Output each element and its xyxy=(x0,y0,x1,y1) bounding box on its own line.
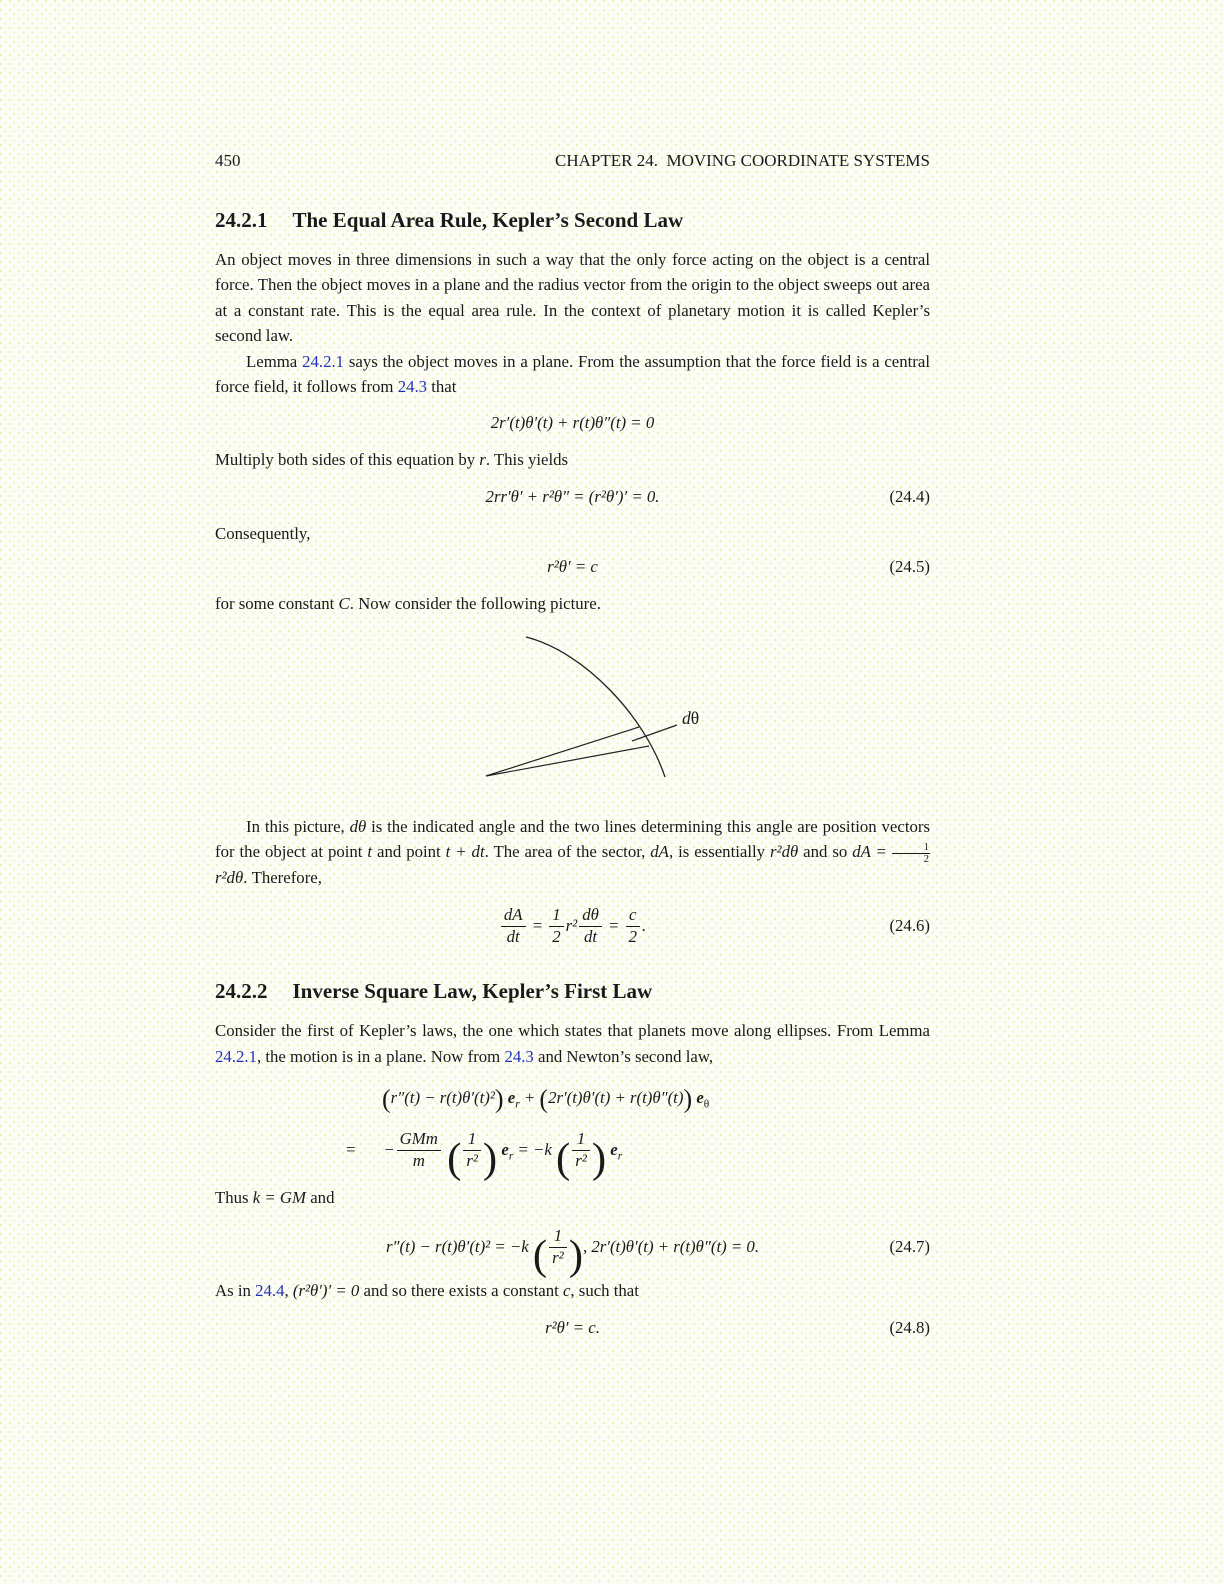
text-run: says the object moves in a plane. From the assumption that the force field is a central force field, it follows from xyxy=(215,351,930,397)
minus-sign: − xyxy=(383,1140,395,1160)
inline-math: t + dt xyxy=(445,842,485,862)
text-run: that xyxy=(427,377,457,397)
ref-link-24-2-1[interactable]: 24.2.1 xyxy=(215,1046,257,1066)
text-run: Multiply both sides of this equation by xyxy=(215,450,480,470)
equation-body xyxy=(385,1225,760,1280)
inline-math: (r²θ′)′ = 0 xyxy=(292,1281,360,1301)
section-title: The Equal Area Rule, Kepler’s Second Law xyxy=(292,208,684,232)
section-heading-24-2-1 xyxy=(215,207,930,234)
figure-canvas xyxy=(215,622,930,814)
equation-tag: (24.4) xyxy=(889,486,930,506)
equals-sign: = xyxy=(608,916,620,936)
vector-e: e xyxy=(501,1140,509,1160)
equation-tag: (24.8) xyxy=(889,1317,930,1337)
equation-body: r²θ′ = c xyxy=(547,557,598,577)
fraction-dA-dt: $\frac{dA}{dt}$ xyxy=(501,906,526,947)
subscript-r: r xyxy=(515,1098,520,1111)
text-run: and so xyxy=(798,842,853,862)
text-run: and Newton’s second law, xyxy=(533,1046,714,1066)
running-header xyxy=(215,150,930,171)
equals-sign: = xyxy=(345,1140,357,1160)
equation-body: r²θ′ = c. xyxy=(545,1317,600,1337)
equation-line-2 xyxy=(215,1122,930,1184)
fraction-1-r2: $\frac{1}{\text{r²}}$ xyxy=(463,1130,481,1171)
equation-24-6 xyxy=(215,900,930,952)
equation-24-8 xyxy=(215,1313,930,1343)
section-heading-24-2-2 xyxy=(215,978,930,1005)
vector-e: e xyxy=(507,1088,516,1108)
big-paren: ) xyxy=(494,1084,504,1114)
inline-math: dA = xyxy=(852,842,892,862)
inline-math: dA xyxy=(650,842,669,862)
period: . xyxy=(641,916,647,936)
big-paren: ( xyxy=(532,1232,548,1280)
figure-label-dtheta xyxy=(682,708,699,729)
text-run: is the indicated angle and the two lines determining this angle are position vectors for the object at point xyxy=(215,816,930,862)
equation-24-4 xyxy=(215,482,930,512)
text-run: . The area of the sector, xyxy=(484,842,651,862)
ref-link-24-2-1[interactable]: 24.2.1 xyxy=(302,351,345,371)
equation-24-7 xyxy=(215,1216,930,1278)
subscript-r: r xyxy=(508,1150,514,1163)
text-run: , the motion is in a plane. Now from xyxy=(256,1046,505,1066)
fraction-one-half: $\frac{1}{2}$ xyxy=(549,906,563,947)
equation-newton-display xyxy=(215,1080,930,1185)
text-run: and point xyxy=(372,842,446,862)
big-paren: ( xyxy=(382,1084,391,1114)
paragraph-thus xyxy=(215,1185,930,1210)
text-run: In this picture, xyxy=(246,816,350,836)
fraction-c-2: $\frac{c}{2}$ xyxy=(626,906,640,947)
ref-link-24-4[interactable]: 24.4 xyxy=(255,1281,285,1301)
equation-tag: (24.6) xyxy=(889,916,930,936)
subscript-r: r xyxy=(617,1150,623,1163)
section-number: 24.2.1 xyxy=(215,208,268,232)
inline-math: c xyxy=(562,1281,571,1301)
equation-tag: (24.7) xyxy=(889,1237,930,1257)
fraction-1-r2: $\frac{1}{\text{r²}}$ xyxy=(549,1227,567,1268)
inline-math: k = GM xyxy=(252,1187,307,1207)
paragraph-picture xyxy=(215,814,930,891)
paragraph-consequently: Consequently, xyxy=(215,523,311,543)
label-d: d xyxy=(682,707,691,728)
paragraph-lemma xyxy=(215,349,930,400)
equation-rhs: , 2r′(t)θ′(t) + r(t)θ″(t) = 0. xyxy=(582,1237,760,1257)
text-run: for some constant xyxy=(215,594,339,614)
big-paren: ) xyxy=(683,1084,693,1114)
paragraph-multiply xyxy=(215,447,930,472)
equation-body xyxy=(499,904,647,946)
label-theta: θ xyxy=(690,707,700,728)
text-run: , is essentially xyxy=(668,842,771,862)
vector-e: e xyxy=(696,1088,704,1108)
page-number: 450 xyxy=(215,151,241,170)
text-run: , xyxy=(284,1281,293,1301)
paragraph-constant xyxy=(215,591,930,616)
vector-e: e xyxy=(610,1140,618,1160)
paragraph-intro: An object moves in three dimensions in such a way that the only force acting on the object is a central force. Then the object moves in a plane and the radius vector from the origin to the object sweeps out area at a constant rate. This is the equal area rule. In the context of planetary motion it is called Kepler’s second law. xyxy=(215,250,930,346)
equation-unnumbered xyxy=(215,408,930,438)
paragraph-kepler-first xyxy=(215,1018,930,1069)
inline-math: dθ xyxy=(349,816,367,836)
fraction-dtheta-dt: $\frac{d\theta}{dt}$ xyxy=(579,906,602,947)
equals-minus-k: = −k xyxy=(517,1140,552,1160)
equation-lhs: r″(t) − r(t)θ′(t)² = −k xyxy=(385,1237,529,1257)
text-run: and xyxy=(306,1187,335,1207)
equation-tag: (24.5) xyxy=(889,557,930,577)
big-paren: ( xyxy=(555,1135,571,1183)
big-paren: ) xyxy=(568,1232,583,1280)
text-run: Lemma xyxy=(246,351,303,371)
inline-math: t xyxy=(367,842,373,862)
plus-sign: + xyxy=(523,1088,536,1108)
paragraph-as-in xyxy=(215,1278,930,1303)
group-radial: r″(t) − r(t)θ′(t)² xyxy=(390,1088,495,1108)
group-angular: 2r′(t)θ′(t) + r(t)θ″(t) xyxy=(548,1088,684,1108)
ref-link-24-3[interactable]: 24.3 xyxy=(504,1046,534,1066)
sector-figure xyxy=(215,622,930,814)
text-run: , such that xyxy=(570,1281,639,1301)
equation-body: 2r′(t)θ′(t) + r(t)θ″(t) = 0 xyxy=(490,413,655,433)
inline-math: r²dθ xyxy=(215,867,244,887)
text-run: and so there exists a constant xyxy=(359,1281,563,1301)
text-run: As in xyxy=(215,1281,256,1301)
big-paren: ( xyxy=(539,1084,549,1114)
big-paren: ( xyxy=(447,1135,462,1183)
equation-24-5 xyxy=(215,552,930,582)
fraction-1-r2: $\frac{1}{\text{r²}}$ xyxy=(572,1130,590,1171)
inline-math: r²dθ xyxy=(770,842,799,862)
text-run: Consider the first of Kepler’s laws, the one which states that planets move along ellipses. From Lemma xyxy=(215,1021,930,1041)
equals-sign: = xyxy=(531,916,544,936)
text-run: Thus xyxy=(215,1187,253,1207)
section-title: Inverse Square Law, Kepler’s First Law xyxy=(292,979,653,1004)
text-run: . Now consider the following picture. xyxy=(349,594,601,614)
r-squared: r² xyxy=(565,916,578,936)
text-block xyxy=(215,0,930,1343)
equation-body: 2rr′θ′ + r²θ″ = (r²θ′)′ = 0. xyxy=(485,486,660,506)
text-run: . Therefore, xyxy=(243,867,322,887)
inline-fraction-half: $\frac{1}{2}$ xyxy=(892,842,930,865)
chapter-header: CHAPTER 24. MOVING COORDINATE SYSTEMS xyxy=(555,151,930,170)
inline-math: r xyxy=(479,450,486,470)
big-paren: ) xyxy=(591,1135,607,1183)
section-number: 24.2.2 xyxy=(215,979,268,1004)
equation-line-1 xyxy=(215,1080,930,1122)
subscript-theta: θ xyxy=(703,1098,710,1111)
inline-math: C xyxy=(338,594,350,614)
text-run: . This yields xyxy=(485,450,569,470)
fraction-GMm-m: $\frac{\text{GMm}}{m}$ xyxy=(397,1130,441,1171)
big-paren: ) xyxy=(482,1135,498,1183)
ref-link-24-3[interactable]: 24.3 xyxy=(397,377,428,397)
